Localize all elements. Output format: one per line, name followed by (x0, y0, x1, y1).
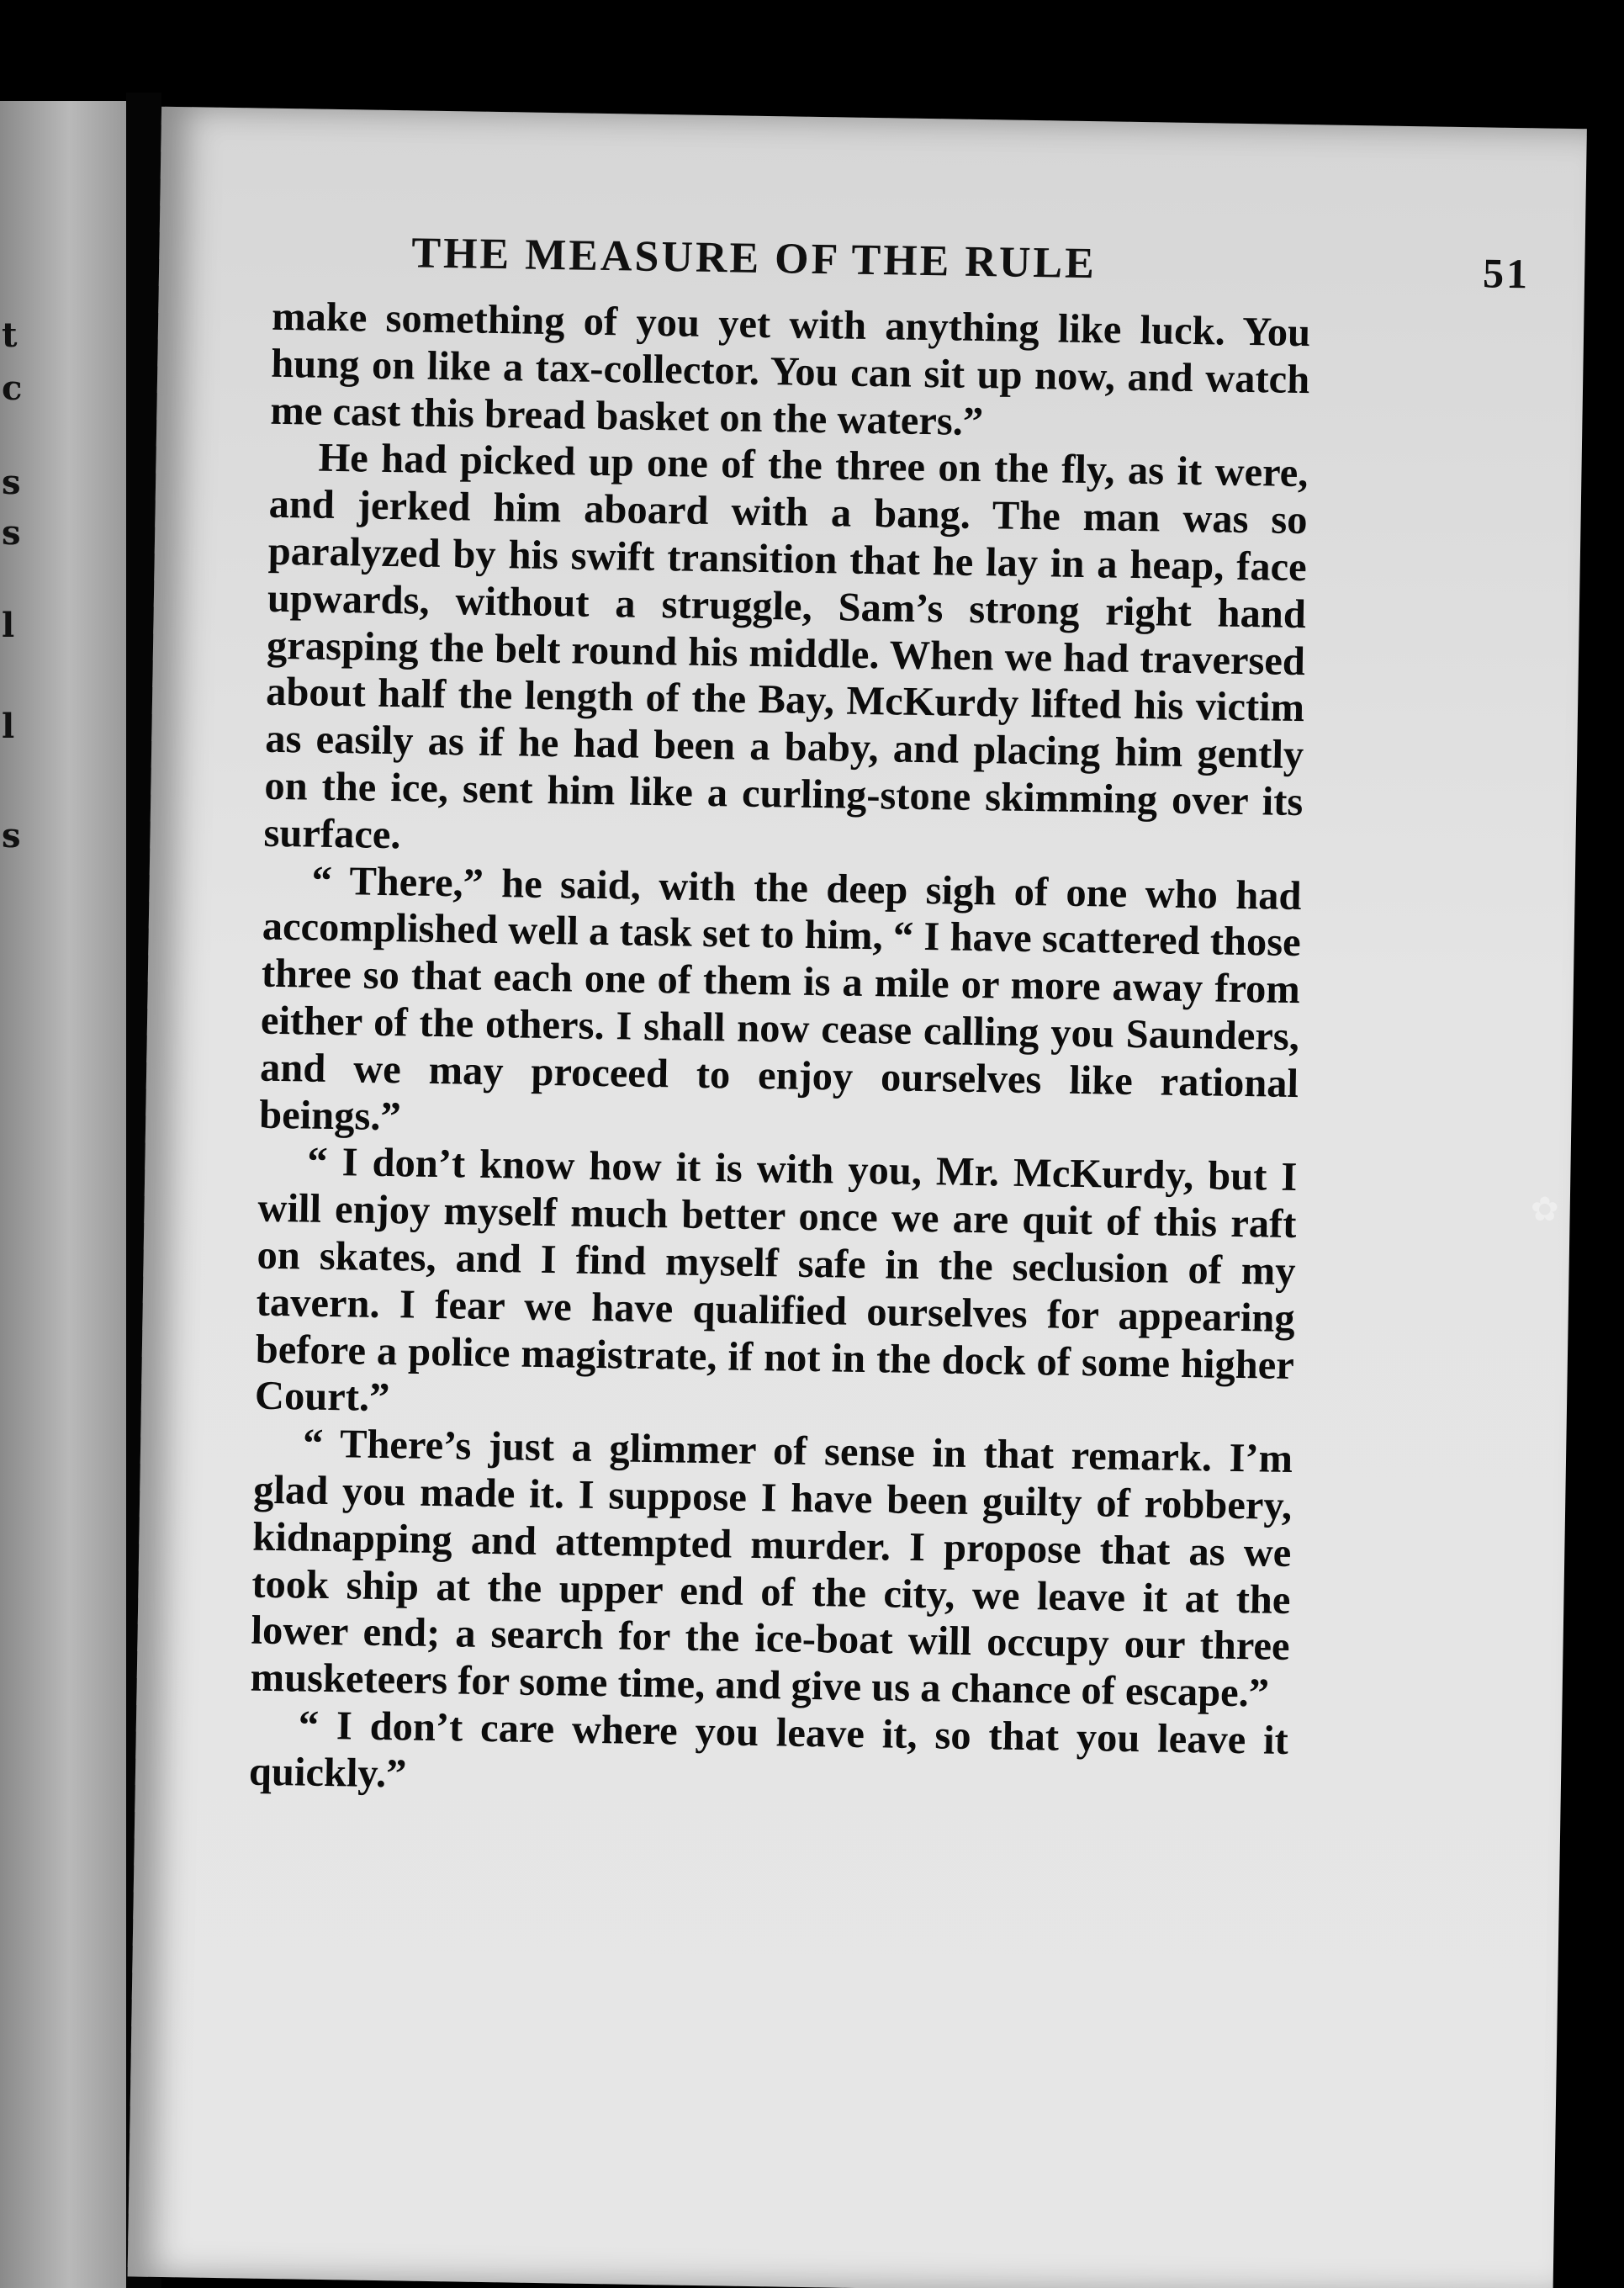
facing-page-fragment: s (2, 463, 21, 502)
facing-page-fragment: c (2, 368, 23, 408)
scan-speck: ✿ (1531, 1190, 1559, 1229)
facing-page-fragment: t (2, 315, 18, 355)
paragraph: make something of you yet with anything like luck. You hung on like a tax-collector. You can sit up now, and watch me cast this bread basket on the waters.” (270, 294, 1311, 444)
running-head (410, 228, 1531, 298)
paragraph: “ There’s just a glimmer of sense in that remark. I’m glad you made it. I suppose I have been guilty of robbery, kidnapping and attempted murder. I propose that as we took ship at the upper end of the city, we leave it at the lower end; a search for the ice-boat will occupy our three musketeers for some time, and give us a chance of escape.” (250, 1421, 1293, 1716)
paragraph: “ There,” he said, with the deep sigh of one who had accomplished well a task set to him, “ I have scattered those three so that each one of them is a mile or more away from either of the others. I shall now cease calling you Saunders, and we may proceed to enjoy ourselves like rational beings.” (258, 858, 1302, 1139)
page-number: 51 (1482, 249, 1531, 298)
facing-page-fragment: l (2, 606, 15, 645)
facing-page-fragment: l (2, 707, 15, 746)
paragraph: “ I don’t care where you leave it, so that you leave it quickly.” (248, 1703, 1289, 1797)
paragraph: “ I don’t know how it is with you, Mr. McKurdy, but I will enjoy myself much better once we are quit of this raft on skates, and I find myself safe in the seclusion of my tavern. I fear we have qualified ourselves for appearing before a police magistrate, if not in the dock of some higher Court.” (254, 1139, 1298, 1421)
facing-page-edge (0, 101, 126, 2288)
facing-page-fragment: s (2, 513, 21, 553)
facing-page-fragment: s (2, 816, 21, 855)
body-text (249, 294, 1311, 1812)
book-page (128, 107, 1587, 2288)
running-head-title: THE MEASURE OF THE RULE (410, 229, 1098, 289)
paragraph: He had picked up one of the three on the fly, as it were, and jerked him aboard with a bang. The man was so paralyzed by his swift transition that he lay in a heap, face upwards, without a struggle, Sam’s strong right hand grasping the belt round his middle. When we had traversed about half the length of the Bay, McKurdy lifted his victim as easily as if he had been a baby, and placing him gently on the ice, sent him like a curling-stone skimming over its surface. (263, 436, 1309, 858)
